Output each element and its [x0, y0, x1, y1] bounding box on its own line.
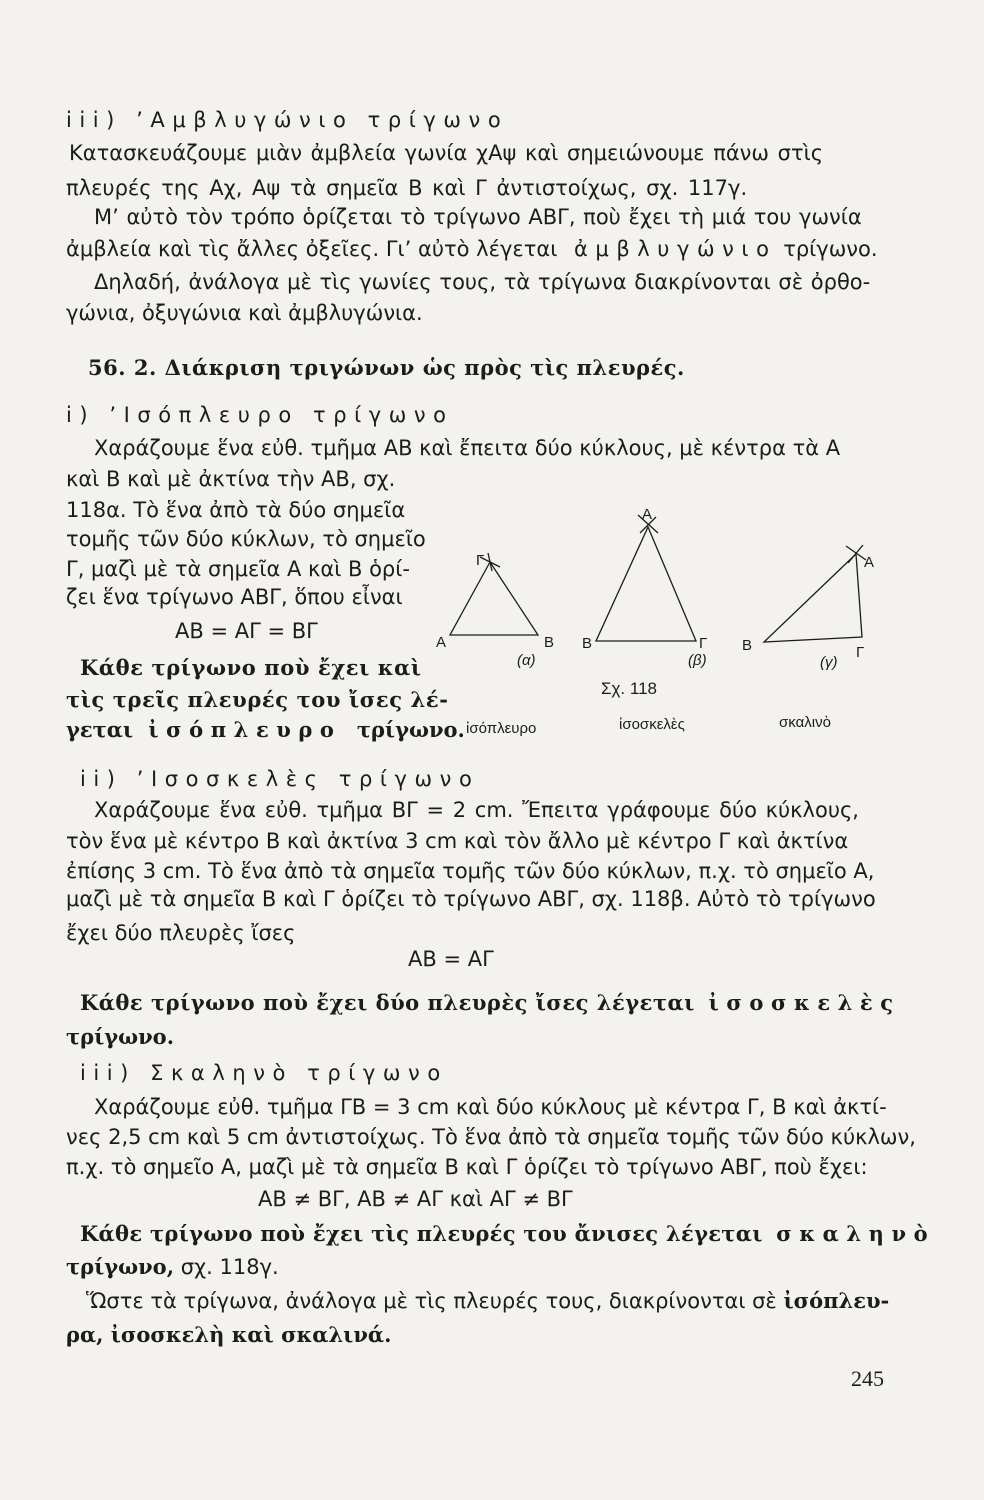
- rule-text: [66, 1254, 279, 1280]
- rule-text: τὶς τρεῖς πλευρές του ἴσες λέ-: [66, 687, 449, 712]
- rule-text: τρίγωνο.: [66, 1024, 175, 1049]
- emphasis-term: ἰσόπλευρο: [148, 717, 342, 742]
- subheading-isosceles: ii) ’Ισοσκελὲς τρίγωνο: [80, 767, 480, 791]
- text-line: [66, 236, 878, 262]
- vertex-label: Β: [582, 635, 593, 652]
- text-line: νες 2,5 cm καὶ 5 cm ἀντιστοίχως. Τὸ ἕνα ἀπὸ τὰ σημεῖα τομῆς τῶν δύο κύκλων,: [66, 1125, 916, 1149]
- text-line: ἔχει δύο πλευρὲς ἴσες: [66, 921, 296, 945]
- text-line: Γ, μαζὶ μὲ τὰ σημεῖα Α καὶ Β ὁρί-: [66, 557, 410, 581]
- section-heading: 56. 2. Διάκριση τριγώνων ὡς πρὸς τὶς πλευρές.: [88, 355, 685, 380]
- vertex-label: Γ: [476, 552, 485, 569]
- emphasis-term: ἰσοσκελὲς: [708, 990, 901, 1015]
- text-fragment: Κάθε τρίγωνο ποὺ ἔχει δύο πλευρὲς ἴσες λέγεται: [80, 990, 695, 1015]
- triangle-shape: [450, 562, 538, 635]
- vertex-label: Γ: [699, 635, 708, 652]
- text-line: πλευρές της Αχ, Αψ τὰ σημεῖα Β καὶ Γ ἀντιστοίχως, σχ. 117γ.: [66, 176, 748, 200]
- text-fragment: τρίγωνο,: [66, 1254, 175, 1279]
- text-line: [86, 1288, 889, 1314]
- text-line: τὸν ἕνα μὲ κέντρο Β καὶ ἀκτίνα 3 cm καὶ τὸν ἄλλο μὲ κέντρο Γ καὶ ἀκτίνα: [66, 829, 849, 853]
- vertex-label: Α: [642, 506, 653, 523]
- formula: ΑΒ ≠ ΒΓ, ΑΒ ≠ ΑΓ καὶ ΑΓ ≠ ΒΓ: [258, 1187, 573, 1211]
- text-line: Χαράζουμε εὐθ. τμῆμα ΓΒ = 3 cm καὶ δύο κύκλους μὲ κέντρα Γ, Β καὶ ἀκτί-: [94, 1095, 887, 1119]
- text-line: Χαράζουμε ἕνα εὐθ. τμῆμα ΒΓ = 2 cm. Ἔπειτα γράφουμε δύο κύκλους,: [94, 798, 859, 822]
- triangle-shape: [764, 554, 862, 642]
- triangle-scalene: [764, 545, 866, 642]
- emphasis-term: ἀμβλυγώνιο: [574, 237, 777, 261]
- subheading-equilateral: i) ’Ισόπλευρο τρίγωνο: [66, 403, 454, 427]
- text-fragment: Ὥστε τὰ τρίγωνα, ἀνάλογα μὲ τὶς πλευρές τους, διακρίνονται σὲ: [86, 1289, 777, 1313]
- text-line: Κατασκευάζουμε μιὰν ἀμβλεία γωνία χΑψ καὶ σημειώνουμε πάνω στὶς: [69, 141, 824, 165]
- text-line: γώνια, ὀξυγώνια καὶ ἀμβλυγώνια.: [66, 301, 423, 325]
- rule-text: [80, 1221, 935, 1247]
- text-line: ἐπίσης 3 cm. Τὸ ἕνα ἀπὸ τὰ σημεῖα τομῆς τῶν δύο κύκλων, π.χ. τὸ σημεῖο Α,: [66, 859, 875, 883]
- vertex-label: Α: [436, 634, 447, 651]
- text-fragment: σχ. 118γ.: [180, 1255, 279, 1279]
- text-line: π.χ. τὸ σημεῖο Α, μαζὶ μὲ τὰ σημεῖα Β καὶ Γ ὁρίζει τὸ τρίγωνο ΑΒΓ, ποὺ ἔχει:: [66, 1155, 868, 1179]
- figure-caption: Σχ. 118: [601, 679, 657, 698]
- text-line: ρα, ἰσοσκελὴ καὶ σκαλινά.: [66, 1322, 392, 1347]
- subheading-scalene: iii) Σκαληνὸ τρίγωνο: [80, 1061, 448, 1085]
- formula: ΑΒ = ΑΓ = ΒΓ: [175, 619, 318, 643]
- triangle-equilateral: [450, 553, 538, 635]
- triangle-figure: [420, 505, 875, 745]
- emphasis-term: ἰσόπλευ-: [783, 1288, 890, 1313]
- triangle-name: ἰσοσκελὲς: [619, 716, 685, 733]
- formula: ΑΒ = ΑΓ: [408, 947, 494, 971]
- subheading-obtuse: iii) ’Αμβλυγώνιο τρίγωνο: [66, 108, 509, 132]
- text-fragment: Κάθε τρίγωνο ποὺ ἔχει τὶς πλευρές του ἄνισες λέγεται: [80, 1221, 763, 1246]
- text-line: Μ’ αὐτὸ τὸν τρόπο ὁρίζεται τὸ τρίγωνο ΑΒΓ, ποὺ ἔχει τὴ μιά του γωνία: [94, 205, 862, 229]
- vertex-label: Β: [544, 634, 555, 651]
- figure-sublabel: (γ): [820, 654, 838, 671]
- text-line: Χαράζουμε ἕνα εὐθ. τμῆμα ΑΒ καὶ ἔπειτα δύο κύκλους, μὲ κέντρα τὰ Α: [94, 436, 841, 460]
- text-line: μαζὶ μὲ τὰ σημεῖα Β καὶ Γ ὁρίζει τὸ τρίγωνο ΑΒΓ, σχ. 118β. Αὐτὸ τὸ τρίγωνο: [66, 887, 876, 911]
- text-line: τομῆς τῶν δύο κύκλων, τὸ σημεῖο: [66, 527, 426, 551]
- triangle-name: σκαλινὸ: [779, 714, 831, 731]
- triangle-name: ἰσόπλευρο: [466, 720, 537, 737]
- text-fragment: τρίγωνο.: [356, 717, 465, 742]
- text-line: ζει ἕνα τρίγωνο ΑΒΓ, ὅπου εἶναι: [66, 585, 403, 609]
- rule-text: [80, 990, 901, 1016]
- text-line: 118α. Τὸ ἕνα ἀπὸ τὰ δύο σημεῖα: [66, 498, 406, 522]
- emphasis-term: σκαληνὸ: [776, 1221, 936, 1246]
- text-fragment: γεται: [66, 717, 134, 742]
- figure-sublabel: (α): [517, 652, 536, 669]
- vertex-label: Γ: [856, 644, 865, 661]
- vertex-label: Α: [864, 554, 875, 571]
- rule-text: Κάθε τρίγωνο ποὺ ἔχει καὶ: [80, 655, 422, 680]
- figure-sublabel: (β): [688, 652, 707, 669]
- triangle-shape: [596, 527, 696, 641]
- text-line: καὶ Β καὶ μὲ ἀκτίνα τὴν ΑΒ, σχ.: [66, 467, 396, 491]
- rule-text: [66, 717, 465, 743]
- page-number: 245: [851, 1366, 884, 1391]
- text-fragment: ἀμβλεία καὶ τὶς ἄλλες ὀξεῖες. Γι’ αὐτὸ λέγεται: [66, 237, 558, 261]
- triangle-isosceles: [596, 515, 696, 641]
- vertex-label: Β: [742, 637, 753, 654]
- text-fragment: τρίγωνο.: [783, 237, 878, 261]
- text-line: Δηλαδή, ἀνάλογα μὲ τὶς γωνίες τους, τὰ τρίγωνα διακρίνονται σὲ ὀρθο-: [94, 270, 871, 294]
